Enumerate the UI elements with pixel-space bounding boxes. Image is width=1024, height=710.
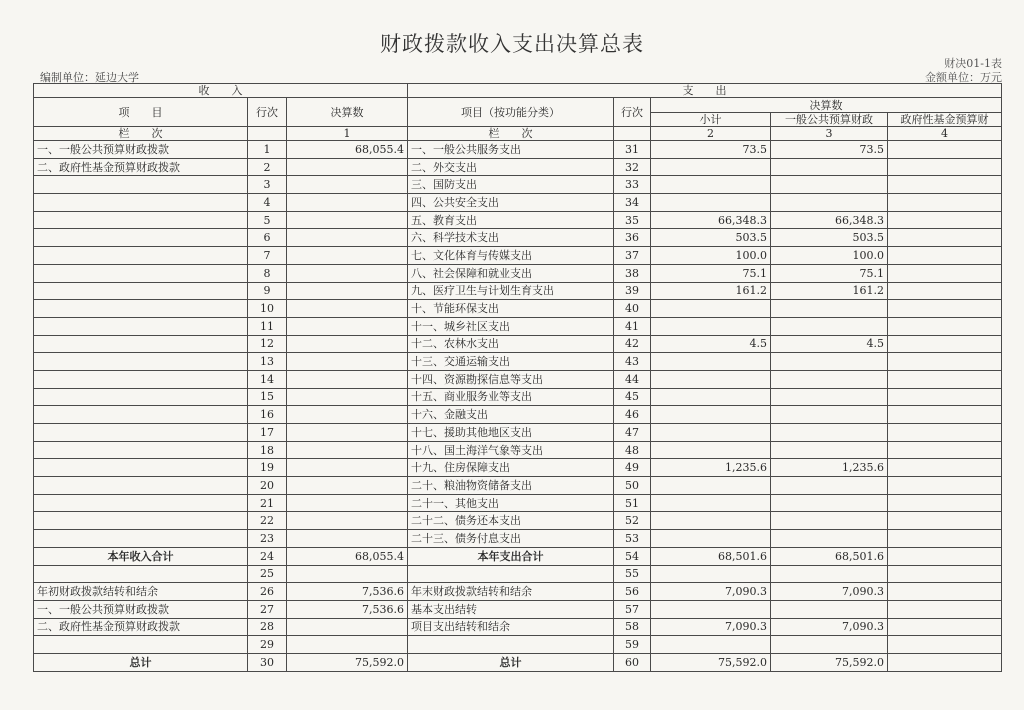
subtotal-cell: [651, 353, 771, 371]
budget-table: [33, 83, 1002, 672]
expense-row-no-cell: 34: [614, 194, 651, 212]
subtotal-cell: 4.5: [651, 335, 771, 353]
income-amount-cell: [287, 282, 408, 300]
page-title: 财政拨款收入支出决算总表: [380, 32, 644, 56]
expense-col-4: 4: [888, 127, 1002, 141]
income-row-no-cell: 10: [248, 300, 287, 318]
income-row-no-cell: 8: [248, 264, 287, 282]
expense-row-no-cell: 50: [614, 477, 651, 495]
table-row: [34, 353, 1002, 371]
income-col-1: 1: [287, 127, 408, 141]
income-amount-cell: [287, 494, 408, 512]
expense-row-no-cell: 58: [614, 618, 651, 636]
income-item-cell: [34, 441, 248, 459]
general-budget-cell: [771, 494, 888, 512]
table-row: [34, 494, 1002, 512]
expense-item-cell: 年末财政拨款结转和结余: [408, 583, 614, 601]
table-row: [34, 547, 1002, 565]
income-item-cell: [34, 512, 248, 530]
general-budget-cell: 73.5: [771, 141, 888, 159]
expense-row-no-cell: 38: [614, 264, 651, 282]
income-item-cell: 二、政府性基金预算财政拨款: [34, 158, 248, 176]
income-item-cell: [34, 565, 248, 583]
income-amount-cell: [287, 618, 408, 636]
general-budget-cell: 4.5: [771, 335, 888, 353]
income-item-cell: [34, 530, 248, 548]
expense-item-cell: 十一、城乡社区支出: [408, 317, 614, 335]
expense-lanci: 栏 次: [408, 127, 614, 141]
income-amount-cell: [287, 406, 408, 424]
income-amount-cell: [287, 388, 408, 406]
income-row-no-cell: 27: [248, 600, 287, 618]
general-budget-cell: [771, 512, 888, 530]
table-row: [34, 282, 1002, 300]
subtotal-cell: 66,348.3: [651, 211, 771, 229]
table-row: [34, 406, 1002, 424]
table-row: [34, 477, 1002, 495]
income-row-no-cell: 12: [248, 335, 287, 353]
general-budget-cell: 7,090.3: [771, 618, 888, 636]
income-row-no-cell: 14: [248, 370, 287, 388]
income-amount-cell: [287, 424, 408, 442]
subtotal-cell: [651, 300, 771, 318]
income-amount-cell: [287, 565, 408, 583]
income-amount-cell: [287, 512, 408, 530]
general-budget-cell: [771, 194, 888, 212]
expense-row-no-cell: 51: [614, 494, 651, 512]
fund-budget-cell: [888, 583, 1002, 601]
table-row: [34, 264, 1002, 282]
income-amount-cell: 75,592.0: [287, 653, 408, 671]
expense-row-no-cell: 40: [614, 300, 651, 318]
subtotal-cell: [651, 194, 771, 212]
expense-col-3: 3: [771, 127, 888, 141]
table-row: [34, 441, 1002, 459]
income-item-cell: [34, 229, 248, 247]
fund-budget-cell: [888, 264, 1002, 282]
income-row-no-cell: 22: [248, 512, 287, 530]
income-item-cell: [34, 194, 248, 212]
income-amount-cell: [287, 247, 408, 265]
fund-budget-cell: [888, 353, 1002, 371]
fund-budget-cell: [888, 211, 1002, 229]
expense-row-no-cell: 53: [614, 530, 651, 548]
general-budget-cell: [771, 388, 888, 406]
table-row: [34, 370, 1002, 388]
income-item-cell: [34, 247, 248, 265]
table-row: [34, 636, 1002, 654]
table-row: [34, 176, 1002, 194]
expense-col-2: 2: [651, 127, 771, 141]
income-item-header: 项 目: [34, 98, 248, 127]
expense-amount-header: 决算数: [651, 98, 1002, 113]
income-row-no-cell: 15: [248, 388, 287, 406]
general-budget-cell: 161.2: [771, 282, 888, 300]
income-item-cell: [34, 388, 248, 406]
fund-budget-cell: [888, 300, 1002, 318]
income-amount-header: 决算数: [287, 98, 408, 127]
income-row-no-cell: 24: [248, 547, 287, 565]
expense-row-no-cell: 56: [614, 583, 651, 601]
expense-item-header: 项目（按功能分类）: [408, 98, 614, 127]
income-row-no-cell: 19: [248, 459, 287, 477]
table-row: [34, 653, 1002, 671]
amount-unit-label: 金额单位：万元: [925, 71, 1002, 84]
expense-item-cell: 十六、金融支出: [408, 406, 614, 424]
table-row: [34, 459, 1002, 477]
income-item-cell: 总计: [34, 653, 248, 671]
income-row-no-cell: 13: [248, 353, 287, 371]
general-budget-cell: 75.1: [771, 264, 888, 282]
income-item-cell: [34, 636, 248, 654]
subtotal-cell: [651, 441, 771, 459]
table-row: [34, 530, 1002, 548]
income-item-cell: [34, 406, 248, 424]
expense-item-cell: [408, 636, 614, 654]
expense-item-cell: 八、社会保障和就业支出: [408, 264, 614, 282]
fund-budget-cell: [888, 176, 1002, 194]
general-budget-cell: [771, 636, 888, 654]
income-item-cell: 一、一般公共预算财政拨款: [34, 141, 248, 159]
fund-budget-cell: [888, 653, 1002, 671]
table-row: [34, 158, 1002, 176]
general-budget-cell: [771, 176, 888, 194]
table-row: [34, 247, 1002, 265]
expense-item-cell: 十三、交通运输支出: [408, 353, 614, 371]
fund-budget-cell: [888, 282, 1002, 300]
expense-row-no-cell: 52: [614, 512, 651, 530]
expense-item-cell: 三、国防支出: [408, 176, 614, 194]
expense-row-no-cell: 41: [614, 317, 651, 335]
expense-item-cell: [408, 565, 614, 583]
income-amount-cell: [287, 300, 408, 318]
expense-item-cell: 九、医疗卫生与计划生育支出: [408, 282, 614, 300]
expense-row-no-cell: 57: [614, 600, 651, 618]
expense-row-no-cell: 39: [614, 282, 651, 300]
income-amount-cell: [287, 194, 408, 212]
income-item-cell: [34, 477, 248, 495]
subtotal-cell: [651, 512, 771, 530]
general-budget-cell: [771, 353, 888, 371]
fund-budget-cell: [888, 335, 1002, 353]
income-row-no-cell: 18: [248, 441, 287, 459]
income-item-cell: [34, 353, 248, 371]
table-row: [34, 388, 1002, 406]
fund-budget-cell: [888, 317, 1002, 335]
income-row-no-cell: 21: [248, 494, 287, 512]
income-amount-cell: [287, 370, 408, 388]
subtotal-cell: 100.0: [651, 247, 771, 265]
subtotal-cell: [651, 600, 771, 618]
income-lanci: 栏 次: [34, 127, 248, 141]
subtotal-cell: [651, 477, 771, 495]
expense-row-no-cell: 37: [614, 247, 651, 265]
fund-budget-cell: [888, 229, 1002, 247]
fund-budget-cell: [888, 494, 1002, 512]
income-row-no-cell: 17: [248, 424, 287, 442]
income-amount-cell: [287, 530, 408, 548]
income-row-no-cell: 7: [248, 247, 287, 265]
income-item-cell: 年初财政拨款结转和结余: [34, 583, 248, 601]
income-amount-cell: [287, 459, 408, 477]
expense-item-cell: 十五、商业服务业等支出: [408, 388, 614, 406]
fund-budget-cell: [888, 530, 1002, 548]
income-item-cell: [34, 459, 248, 477]
fund-budget-cell: [888, 512, 1002, 530]
income-item-cell: 本年收入合计: [34, 547, 248, 565]
subtotal-cell: [651, 176, 771, 194]
subtotal-cell: [651, 370, 771, 388]
table-row: [34, 229, 1002, 247]
expense-item-cell: 二十、粮油物资储备支出: [408, 477, 614, 495]
expense-row-no-cell: 60: [614, 653, 651, 671]
general-budget-cell: [771, 441, 888, 459]
expense-row-no-header: 行次: [614, 98, 651, 127]
subtotal-cell: 75.1: [651, 264, 771, 282]
fund-budget-cell: [888, 547, 1002, 565]
income-item-cell: 二、政府性基金预算财政拨款: [34, 618, 248, 636]
income-row-no-header: 行次: [248, 98, 287, 127]
income-amount-cell: 7,536.6: [287, 600, 408, 618]
subtotal-cell: 1,235.6: [651, 459, 771, 477]
expense-row-no-cell: 45: [614, 388, 651, 406]
income-amount-cell: [287, 477, 408, 495]
fund-budget-cell: [888, 424, 1002, 442]
income-item-cell: [34, 317, 248, 335]
form-number: 财决01-1表: [944, 57, 1002, 70]
expense-item-cell: 四、公共安全支出: [408, 194, 614, 212]
subtotal-cell: 68,501.6: [651, 547, 771, 565]
income-item-cell: [34, 282, 248, 300]
general-budget-cell: [771, 565, 888, 583]
subtotal-cell: [651, 636, 771, 654]
table-row: [34, 317, 1002, 335]
expense-row-no-cell: 44: [614, 370, 651, 388]
general-budget-cell: 66,348.3: [771, 211, 888, 229]
fund-budget-cell: [888, 247, 1002, 265]
fund-budget-cell: [888, 441, 1002, 459]
fund-budget-cell: [888, 158, 1002, 176]
expense-lanci-row-no: [614, 127, 651, 141]
general-budget-cell: [771, 158, 888, 176]
general-budget-cell: [771, 406, 888, 424]
general-budget-cell: [771, 370, 888, 388]
expense-header: 支 出: [408, 84, 1002, 98]
expense-item-cell: 十二、农林水支出: [408, 335, 614, 353]
income-row-no-cell: 25: [248, 565, 287, 583]
income-item-cell: [34, 494, 248, 512]
income-amount-cell: [287, 353, 408, 371]
income-amount-cell: [287, 317, 408, 335]
income-amount-cell: [287, 264, 408, 282]
subtotal-cell: [651, 388, 771, 406]
expense-item-cell: 十、节能环保支出: [408, 300, 614, 318]
expense-item-cell: 十四、资源勘探信息等支出: [408, 370, 614, 388]
table-row: [34, 194, 1002, 212]
subtotal-cell: 75,592.0: [651, 653, 771, 671]
income-item-cell: [34, 424, 248, 442]
income-row-no-cell: 6: [248, 229, 287, 247]
expense-row-no-cell: 33: [614, 176, 651, 194]
general-budget-cell: 68,501.6: [771, 547, 888, 565]
general-budget-cell: 1,235.6: [771, 459, 888, 477]
expense-item-cell: 二十三、债务付息支出: [408, 530, 614, 548]
general-budget-header: 一般公共预算财政: [771, 113, 888, 127]
table-row: [34, 300, 1002, 318]
fund-budget-cell: [888, 194, 1002, 212]
subtotal-header: 小计: [651, 113, 771, 127]
income-row-no-cell: 1: [248, 141, 287, 159]
expense-row-no-cell: 43: [614, 353, 651, 371]
expense-item-cell: 二十一、其他支出: [408, 494, 614, 512]
fund-budget-cell: [888, 406, 1002, 424]
income-amount-cell: [287, 176, 408, 194]
income-amount-cell: [287, 158, 408, 176]
fund-budget-cell: [888, 370, 1002, 388]
fund-budget-cell: [888, 636, 1002, 654]
subtotal-cell: 73.5: [651, 141, 771, 159]
subtotal-cell: 161.2: [651, 282, 771, 300]
income-row-no-cell: 3: [248, 176, 287, 194]
table-row: [34, 211, 1002, 229]
income-item-cell: [34, 176, 248, 194]
income-item-cell: [34, 264, 248, 282]
expense-row-no-cell: 59: [614, 636, 651, 654]
expense-item-cell: 项目支出结转和结余: [408, 618, 614, 636]
expense-item-cell: 七、文化体育与传媒支出: [408, 247, 614, 265]
subtotal-cell: [651, 317, 771, 335]
table-row: [34, 141, 1002, 159]
expense-item-cell: 基本支出结转: [408, 600, 614, 618]
income-item-cell: [34, 335, 248, 353]
income-row-no-cell: 28: [248, 618, 287, 636]
expense-item-cell: 二十二、债务还本支出: [408, 512, 614, 530]
income-row-no-cell: 23: [248, 530, 287, 548]
general-budget-cell: [771, 530, 888, 548]
general-budget-cell: [771, 600, 888, 618]
income-item-cell: [34, 300, 248, 318]
general-budget-cell: [771, 300, 888, 318]
income-row-no-cell: 30: [248, 653, 287, 671]
income-item-cell: [34, 370, 248, 388]
table-row: [34, 600, 1002, 618]
general-budget-cell: [771, 424, 888, 442]
expense-item-cell: 总计: [408, 653, 614, 671]
general-budget-cell: [771, 317, 888, 335]
expense-item-cell: 十七、援助其他地区支出: [408, 424, 614, 442]
income-lanci-row-no: [248, 127, 287, 141]
subtotal-cell: 7,090.3: [651, 583, 771, 601]
table-row: [34, 335, 1002, 353]
income-row-no-cell: 16: [248, 406, 287, 424]
income-row-no-cell: 5: [248, 211, 287, 229]
income-item-cell: [34, 211, 248, 229]
fund-budget-cell: [888, 459, 1002, 477]
expense-item-cell: 十九、住房保障支出: [408, 459, 614, 477]
table-row: [34, 565, 1002, 583]
expense-item-cell: 五、教育支出: [408, 211, 614, 229]
fund-budget-cell: [888, 600, 1002, 618]
expense-row-no-cell: 47: [614, 424, 651, 442]
expense-item-cell: 六、科学技术支出: [408, 229, 614, 247]
expense-row-no-cell: 36: [614, 229, 651, 247]
income-row-no-cell: 4: [248, 194, 287, 212]
table-row: [34, 618, 1002, 636]
fund-budget-cell: [888, 618, 1002, 636]
income-amount-cell: [287, 636, 408, 654]
organization-label: 编制单位：延边大学: [40, 71, 139, 84]
income-row-no-cell: 29: [248, 636, 287, 654]
expense-item-cell: 本年支出合计: [408, 547, 614, 565]
expense-row-no-cell: 49: [614, 459, 651, 477]
income-row-no-cell: 9: [248, 282, 287, 300]
subtotal-cell: [651, 424, 771, 442]
income-amount-cell: [287, 441, 408, 459]
expense-row-no-cell: 55: [614, 565, 651, 583]
income-amount-cell: [287, 229, 408, 247]
income-row-no-cell: 20: [248, 477, 287, 495]
table-row: [34, 583, 1002, 601]
income-row-no-cell: 11: [248, 317, 287, 335]
income-amount-cell: 68,055.4: [287, 547, 408, 565]
income-item-cell: 一、一般公共预算财政拨款: [34, 600, 248, 618]
expense-row-no-cell: 31: [614, 141, 651, 159]
subtotal-cell: [651, 406, 771, 424]
general-budget-cell: 7,090.3: [771, 583, 888, 601]
expense-row-no-cell: 32: [614, 158, 651, 176]
expense-item-cell: 十八、国土海洋气象等支出: [408, 441, 614, 459]
expense-row-no-cell: 46: [614, 406, 651, 424]
fund-budget-cell: [888, 477, 1002, 495]
income-amount-cell: [287, 335, 408, 353]
income-header: 收 入: [34, 84, 408, 98]
general-budget-cell: 100.0: [771, 247, 888, 265]
income-row-no-cell: 26: [248, 583, 287, 601]
expense-item-cell: 一、一般公共服务支出: [408, 141, 614, 159]
expense-row-no-cell: 48: [614, 441, 651, 459]
fund-budget-cell: [888, 565, 1002, 583]
subtotal-cell: 503.5: [651, 229, 771, 247]
income-row-no-cell: 2: [248, 158, 287, 176]
income-amount-cell: 68,055.4: [287, 141, 408, 159]
income-amount-cell: [287, 211, 408, 229]
expense-row-no-cell: 35: [614, 211, 651, 229]
table-row: [34, 424, 1002, 442]
general-budget-cell: 503.5: [771, 229, 888, 247]
table-row: [34, 512, 1002, 530]
subtotal-cell: [651, 494, 771, 512]
expense-item-cell: 二、外交支出: [408, 158, 614, 176]
expense-row-no-cell: 54: [614, 547, 651, 565]
general-budget-cell: 75,592.0: [771, 653, 888, 671]
subtotal-cell: [651, 565, 771, 583]
general-budget-cell: [771, 477, 888, 495]
expense-row-no-cell: 42: [614, 335, 651, 353]
fund-budget-cell: [888, 388, 1002, 406]
subtotal-cell: [651, 530, 771, 548]
fund-budget-cell: [888, 141, 1002, 159]
fund-budget-header: 政府性基金预算财: [888, 113, 1002, 127]
subtotal-cell: [651, 158, 771, 176]
subtotal-cell: 7,090.3: [651, 618, 771, 636]
income-amount-cell: 7,536.6: [287, 583, 408, 601]
